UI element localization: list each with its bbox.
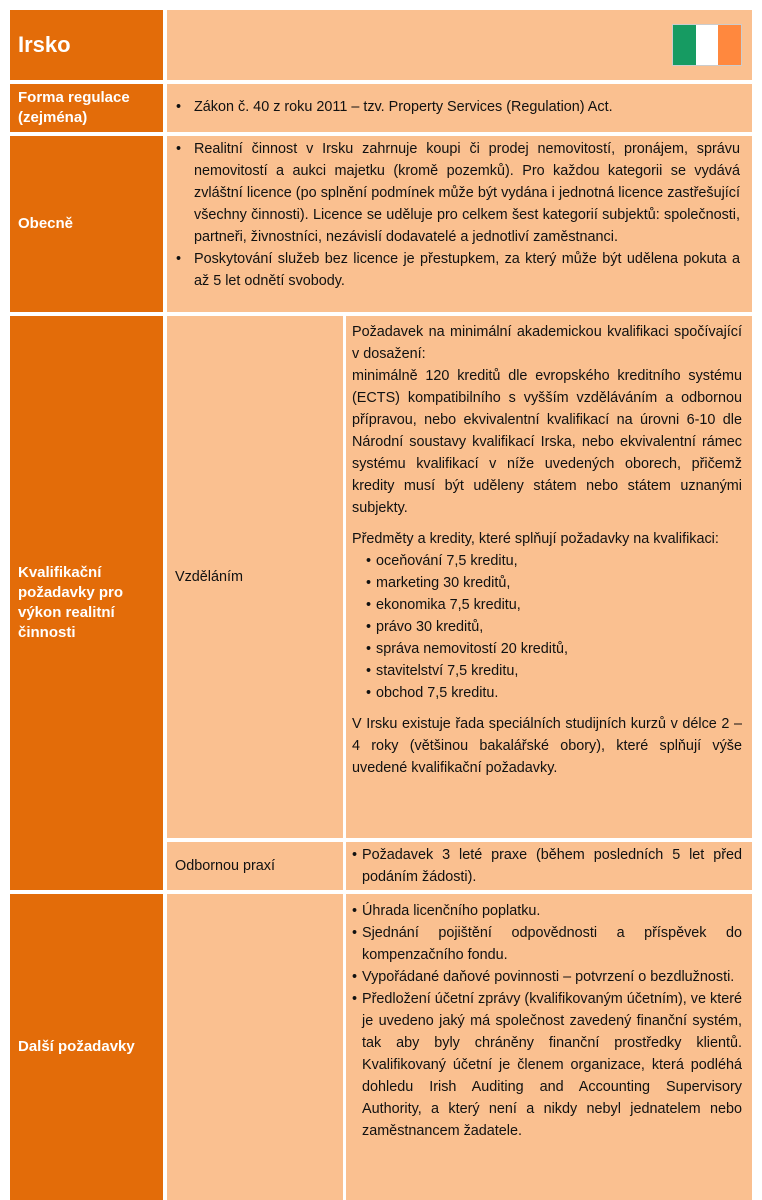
subjects-intro: Předměty a kredity, které splňují požadavky na kvalifikaci: [352,531,719,547]
general-content [167,136,752,312]
subjects-list [352,550,742,704]
education-row [167,316,752,838]
regulation-row [10,84,752,132]
practice-label: Odbornou praxí [167,842,343,890]
flag-white-stripe [696,25,719,65]
practice-row [167,842,752,890]
subject-item: • správa nemovitostí 20 kreditů, [366,638,742,660]
practice-content [346,842,752,890]
general-item: • Poskytování služeb bez licence je přestupkem, za který může být udělena pokuta a až 5 let odnětí svobody. [167,248,740,292]
other-empty-cell [167,894,343,1200]
regulation-item: • Zákon č. 40 z roku 2011 – tzv. Property Services (Regulation) Act. [167,96,740,118]
regulation-label: Forma regulace (zejména) [10,84,163,132]
flag-orange-stripe [718,25,741,65]
subject-item: • oceňování 7,5 kreditu, [366,550,742,572]
country-title: Irsko [10,10,163,80]
practice-item: • Požadavek 3 leté praxe (během posledních 5 let před podáním žádosti). [352,844,742,888]
subject-item: • právo 30 kreditů, [366,616,742,638]
other-item: • Úhrada licenčního poplatku. [352,900,742,922]
practice-list [352,844,742,888]
other-row [10,894,752,1200]
general-item: • Realitní činnost v Irsku zahrnuje koupi či prodej nemovitostí, pronájem, správu nemovitostí a aukci majetku (kromě pozemků). Pro každou kategorii se vydává zvláštní licence (po splnění podmínek může být vydána i jednotná licence zastřešující všechny činnosti). Licence se uděluje pro celkem šest kategorií subjektů: společnosti, partneři, živnostníci, nezávislí dodavatelé a jednotliví zaměstnanci. [167,138,740,248]
subject-item: • stavitelství 7,5 kreditu, [366,660,742,682]
subject-item: • obchod 7,5 kreditu. [366,682,742,704]
ireland-flag-icon [672,24,742,66]
education-label: Vzděláním [167,316,343,838]
subject-item: • ekonomika 7,5 kreditu, [366,594,742,616]
flag-cell [167,10,752,80]
other-subtable [167,894,752,1200]
education-closing: V Irsku existuje řada speciálních studijních kurzů v délce 2 – 4 roky (většinou bakalářské obory), které splňují výše uvedené kvalifikační požadavky. [352,716,742,776]
other-item: • Předložení účetní zprávy (kvalifikovaným účetním), ve které je uvedeno jaký má společnost zavedený finanční systém, tak aby byly chráněny finanční prostředky klientů. Kvalifikovaný účetní je členem organizace, která podléhá dohledu Irish Auditing and Accounting Supervisory Authority, a který není a nikdy nebyl jednatelem nebo zaměstnancem žadatele. [352,988,742,1142]
general-label: Obecně [10,136,163,312]
education-intro: Požadavek na minimální akademickou kvalifikaci spočívající v dosažení: [352,324,742,362]
other-item: • Sjednání pojištění odpovědnosti a příspěvek do kompenzačního fondu. [352,922,742,966]
qualification-row [10,316,752,890]
other-list [352,900,742,1142]
other-item: • Vypořádané daňové povinnosti – potvrzení o bezdlužnosti. [352,966,742,988]
other-content [346,894,752,1200]
regulation-content [167,84,752,132]
education-detail: minimálně 120 kreditů dle evropského kreditního systému (ECTS) kompatibilního s vyšším vzděláváním a odbornou přípravou, nebo ekvivalentní kvalifikací na úrovni 6-10 dle Národní soustavy kvalifikací Irska, nebo ekvivalentní rámec systému kvalifikací v níže uvedených oborech, přičemž kredity musí být uděleny státem nebo státem uznanými subjekty. [352,368,742,516]
subject-item: • marketing 30 kreditů, [366,572,742,594]
education-content [346,316,752,838]
header-row [10,10,752,80]
qualification-label: Kvalifikační požadavky pro výkon realitní činnosti [10,316,163,890]
qualification-subtable [167,316,752,890]
flag-green-stripe [673,25,696,65]
general-row [10,136,752,312]
other-label: Další požadavky [10,894,163,1200]
